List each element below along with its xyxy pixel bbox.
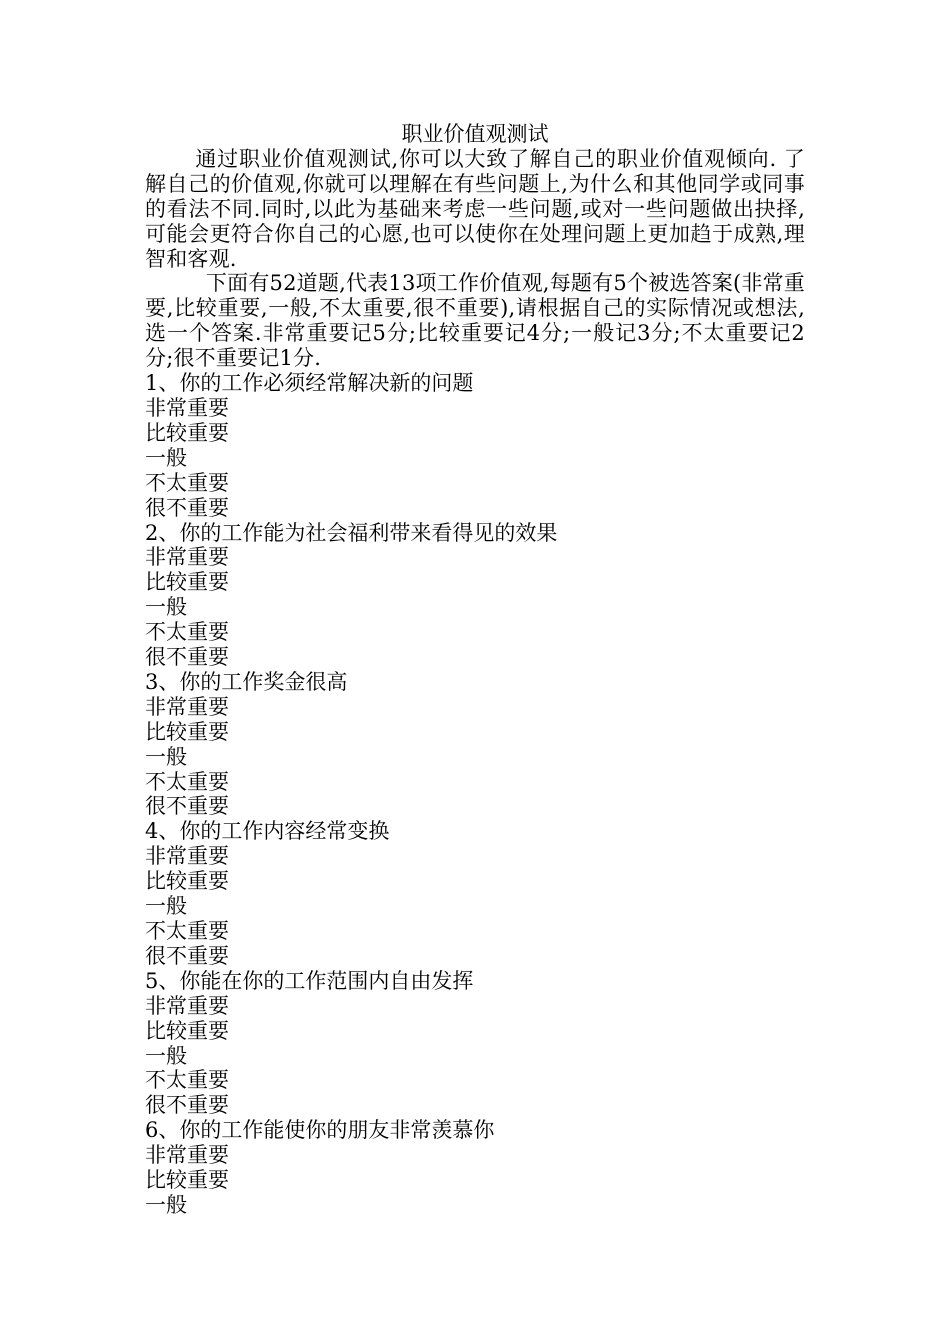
- answer-option: 比较重要: [145, 1168, 229, 1193]
- answer-option: 不太重要: [145, 919, 229, 943]
- answer-option: 非常重要: [145, 844, 229, 869]
- answer-option: 比较重要: [145, 869, 229, 894]
- answer-option: 很不重要: [145, 794, 229, 819]
- question-list: [145, 371, 805, 1218]
- page-title: 职业价值观测试: [401, 122, 549, 146]
- answer-option: 比较重要: [145, 420, 229, 445]
- answer-option: 一般: [145, 445, 187, 470]
- answer-option: 一般: [145, 744, 187, 769]
- answer-option: 非常重要: [145, 993, 229, 1018]
- answer-option: 不太重要: [145, 620, 229, 645]
- answer-option: 一般: [145, 894, 187, 919]
- answer-option: 比较重要: [145, 1018, 229, 1043]
- answer-option: 一般: [145, 1192, 187, 1217]
- answer-option: 很不重要: [145, 645, 229, 670]
- answer-option: 非常重要: [145, 395, 229, 420]
- answer-option: 比较重要: [145, 719, 229, 744]
- question-text: 1、你的工作必须经常解决新的问题: [145, 371, 474, 396]
- question-text: 6、你的工作能使你的朋友非常羡慕你: [145, 1118, 495, 1143]
- answer-option: 非常重要: [145, 545, 229, 570]
- question-text: 2、你的工作能为社会福利带来看得见的效果: [145, 520, 558, 545]
- answer-option: 很不重要: [145, 943, 229, 968]
- answer-option: 不太重要: [145, 769, 229, 794]
- question-text: 3、你的工作奖金很高: [145, 669, 348, 694]
- answer-option: 比较重要: [145, 570, 229, 595]
- answer-option: 不太重要: [145, 1068, 229, 1093]
- answer-option: 非常重要: [145, 694, 229, 719]
- question-text: 5、你能在你的工作范围内自由发挥: [145, 968, 474, 993]
- instructions-paragraph: 下面有52道题,代表13项工作价值观,每题有5个被选答案(非常重要,比较重要,一般,不太重要,很不重要),请根据自己的实际情况或想法,选一个答案.非常重要记5分;比较重要记4分;一般记3分;不太重要记2分;很不重要记1分.: [145, 271, 805, 371]
- answer-option: 非常重要: [145, 1143, 229, 1168]
- intro-paragraph: 通过职业价值观测试,你可以大致了解自己的职业价值观倾向. 了解自己的价值观,你就可以理解在有些问题上,为什么和其他同学或同事的看法不同.同时,以此为基础来考虑一些问题,或对一些问题做出抉择,可能会更符合你自己的心愿,也可以使你在处理问题上更加趋于成熟,理智和客观.: [145, 146, 805, 271]
- answer-option: 不太重要: [145, 470, 229, 495]
- answer-option: 一般: [145, 1043, 187, 1068]
- answer-option: 很不重要: [145, 1093, 229, 1118]
- question-text: 4、你的工作内容经常变换: [145, 819, 390, 844]
- document-body: [145, 122, 805, 1218]
- answer-option: 很不重要: [145, 495, 229, 520]
- answer-option: 一般: [145, 595, 187, 620]
